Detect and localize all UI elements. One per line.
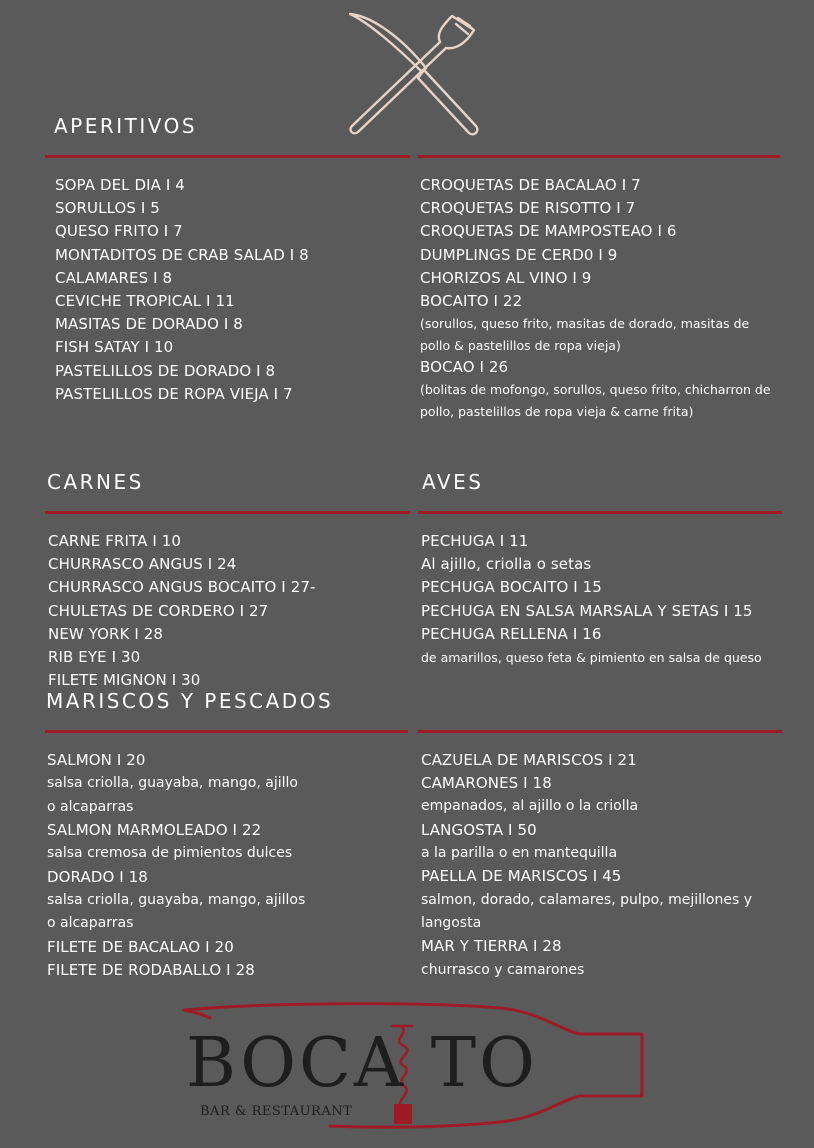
aperitivos-left-list: [55, 174, 309, 406]
section-divider: [418, 511, 782, 514]
menu-item: SORULLOS I 5: [55, 199, 160, 218]
menu-item-description: salmon, dorado, calamares, pulpo, mejillones y: [421, 891, 752, 908]
menu-item: CHORIZOS AL VINO I 9: [420, 268, 592, 287]
menu-item: BOCAITO I 22: [420, 291, 523, 310]
section-title-carnes: CARNES: [47, 470, 144, 494]
menu-item: CARNE FRITA I 10: [48, 532, 182, 550]
menu-item: CAMARONES I 18: [421, 774, 552, 793]
crossed-knife-fork-icon: [340, 8, 490, 140]
menu-item-description: a la parilla o en mantequilla: [421, 844, 618, 861]
menu-item: MAR Y TIERRA I 28: [421, 937, 562, 956]
menu-item: RIB EYE I 30: [48, 647, 141, 666]
menu-item-description: pollo, pastelillos de ropa vieja & carne frita): [420, 403, 694, 419]
menu-item: SALMON MARMOLEADO I 22: [47, 820, 262, 839]
menu-item: DORADO I 18: [47, 867, 148, 886]
menu-item: QUESO FRITO I 7: [55, 222, 183, 241]
menu-item: CAZUELA DE MARISCOS I 21: [421, 751, 637, 769]
menu-item: FILETE MIGNON I 30: [48, 671, 201, 690]
aperitivos-right-list: [420, 174, 771, 422]
menu-item: PAELLA DE MARISCOS I 45: [421, 867, 622, 886]
menu-item: CROQUETAS DE MAMPOSTEAO I 6: [420, 222, 677, 241]
section-divider: [45, 730, 408, 733]
menu-item: MONTADITOS DE CRAB SALAD I 8: [55, 245, 309, 264]
menu-item-description: o alcaparras: [47, 915, 134, 932]
menu-item: FILETE DE RODABALLO I 28: [47, 960, 255, 979]
menu-item: CHULETAS DE CORDERO I 27: [48, 601, 269, 620]
menu-item: CROQUETAS DE BACALAO I 7: [420, 176, 641, 194]
section-title-mariscos: MARISCOS Y PESCADOS: [46, 689, 334, 713]
menu-item-description: (bolitas de mofongo, sorullos, queso frito, chicharron de: [420, 382, 771, 398]
menu-item-description: de amarillos, queso feta & pimiento en salsa de queso: [421, 649, 762, 665]
mariscos-right-list: [421, 749, 752, 982]
menu-item-description: Al ajillo, criolla o setas: [421, 555, 592, 574]
section-divider: [418, 155, 780, 158]
section-divider: [418, 730, 782, 733]
menu-item-description: salsa criolla, guayaba, mango, ajillos: [47, 891, 306, 908]
menu-item: SALMON I 20: [47, 751, 146, 769]
menu-item: CHURRASCO ANGUS BOCAITO I 27-: [48, 578, 316, 597]
menu-item-description: pollo & pastelillos de ropa vieja): [420, 337, 621, 353]
menu-item-description: (sorullos, queso frito, masitas de dorado, masitas de: [420, 316, 750, 332]
menu-item: PECHUGA EN SALSA MARSALA Y SETAS I 15: [421, 601, 753, 620]
menu-item: PASTELILLOS DE ROPA VIEJA I 7: [55, 384, 293, 403]
menu-item-description: empanados, al ajillo o la criolla: [421, 798, 639, 815]
menu-item: CEVICHE TROPICAL I 11: [55, 291, 235, 310]
section-title-aves: AVES: [422, 470, 484, 494]
menu-item: CROQUETAS DE RISOTTO I 7: [420, 199, 636, 218]
menu-item: CALAMARES I 8: [55, 268, 173, 287]
section-divider: [45, 155, 410, 158]
menu-item: BOCAO I 26: [420, 358, 509, 377]
bocaito-logo: [180, 1000, 650, 1140]
menu-item: PECHUGA I 11: [421, 532, 529, 550]
menu-item: FILETE DE BACALAO I 20: [47, 937, 234, 956]
aves-list: [421, 530, 762, 670]
menu-item: MASITAS DE DORADO I 8: [55, 315, 243, 334]
section-divider: [45, 511, 410, 514]
menu-item: LANGOSTA I 50: [421, 820, 537, 839]
menu-item: DUMPLINGS DE CERD0 I 9: [420, 245, 618, 264]
menu-item: FISH SATAY I 10: [55, 338, 174, 357]
menu-item-description: langosta: [421, 914, 482, 931]
menu-item: PASTELILLOS DE DORADO I 8: [55, 361, 276, 380]
menu-item: NEW YORK I 28: [48, 624, 164, 643]
section-title-aperitivos: APERITIVOS: [54, 114, 198, 138]
logo-tagline: BAR & RESTAURANT: [200, 1104, 353, 1119]
menu-item-description: salsa cremosa de pimientos dulces: [47, 845, 293, 862]
mariscos-left-list: [47, 749, 305, 982]
menu-item-description: salsa criolla, guayaba, mango, ajillo: [47, 775, 298, 792]
menu-item-description: churrasco y camarones: [421, 961, 585, 978]
menu-item: CHURRASCO ANGUS I 24: [48, 555, 237, 574]
menu-item-description: o alcaparras: [47, 798, 134, 815]
logo-wordmark-visual: BOCA TO: [186, 1024, 538, 1103]
menu-item: PECHUGA RELLENA I 16: [421, 624, 602, 643]
menu-item: SOPA DEL DIA I 4: [55, 176, 185, 194]
carnes-list: [48, 530, 316, 692]
menu-item: PECHUGA BOCAITO I 15: [421, 578, 602, 597]
